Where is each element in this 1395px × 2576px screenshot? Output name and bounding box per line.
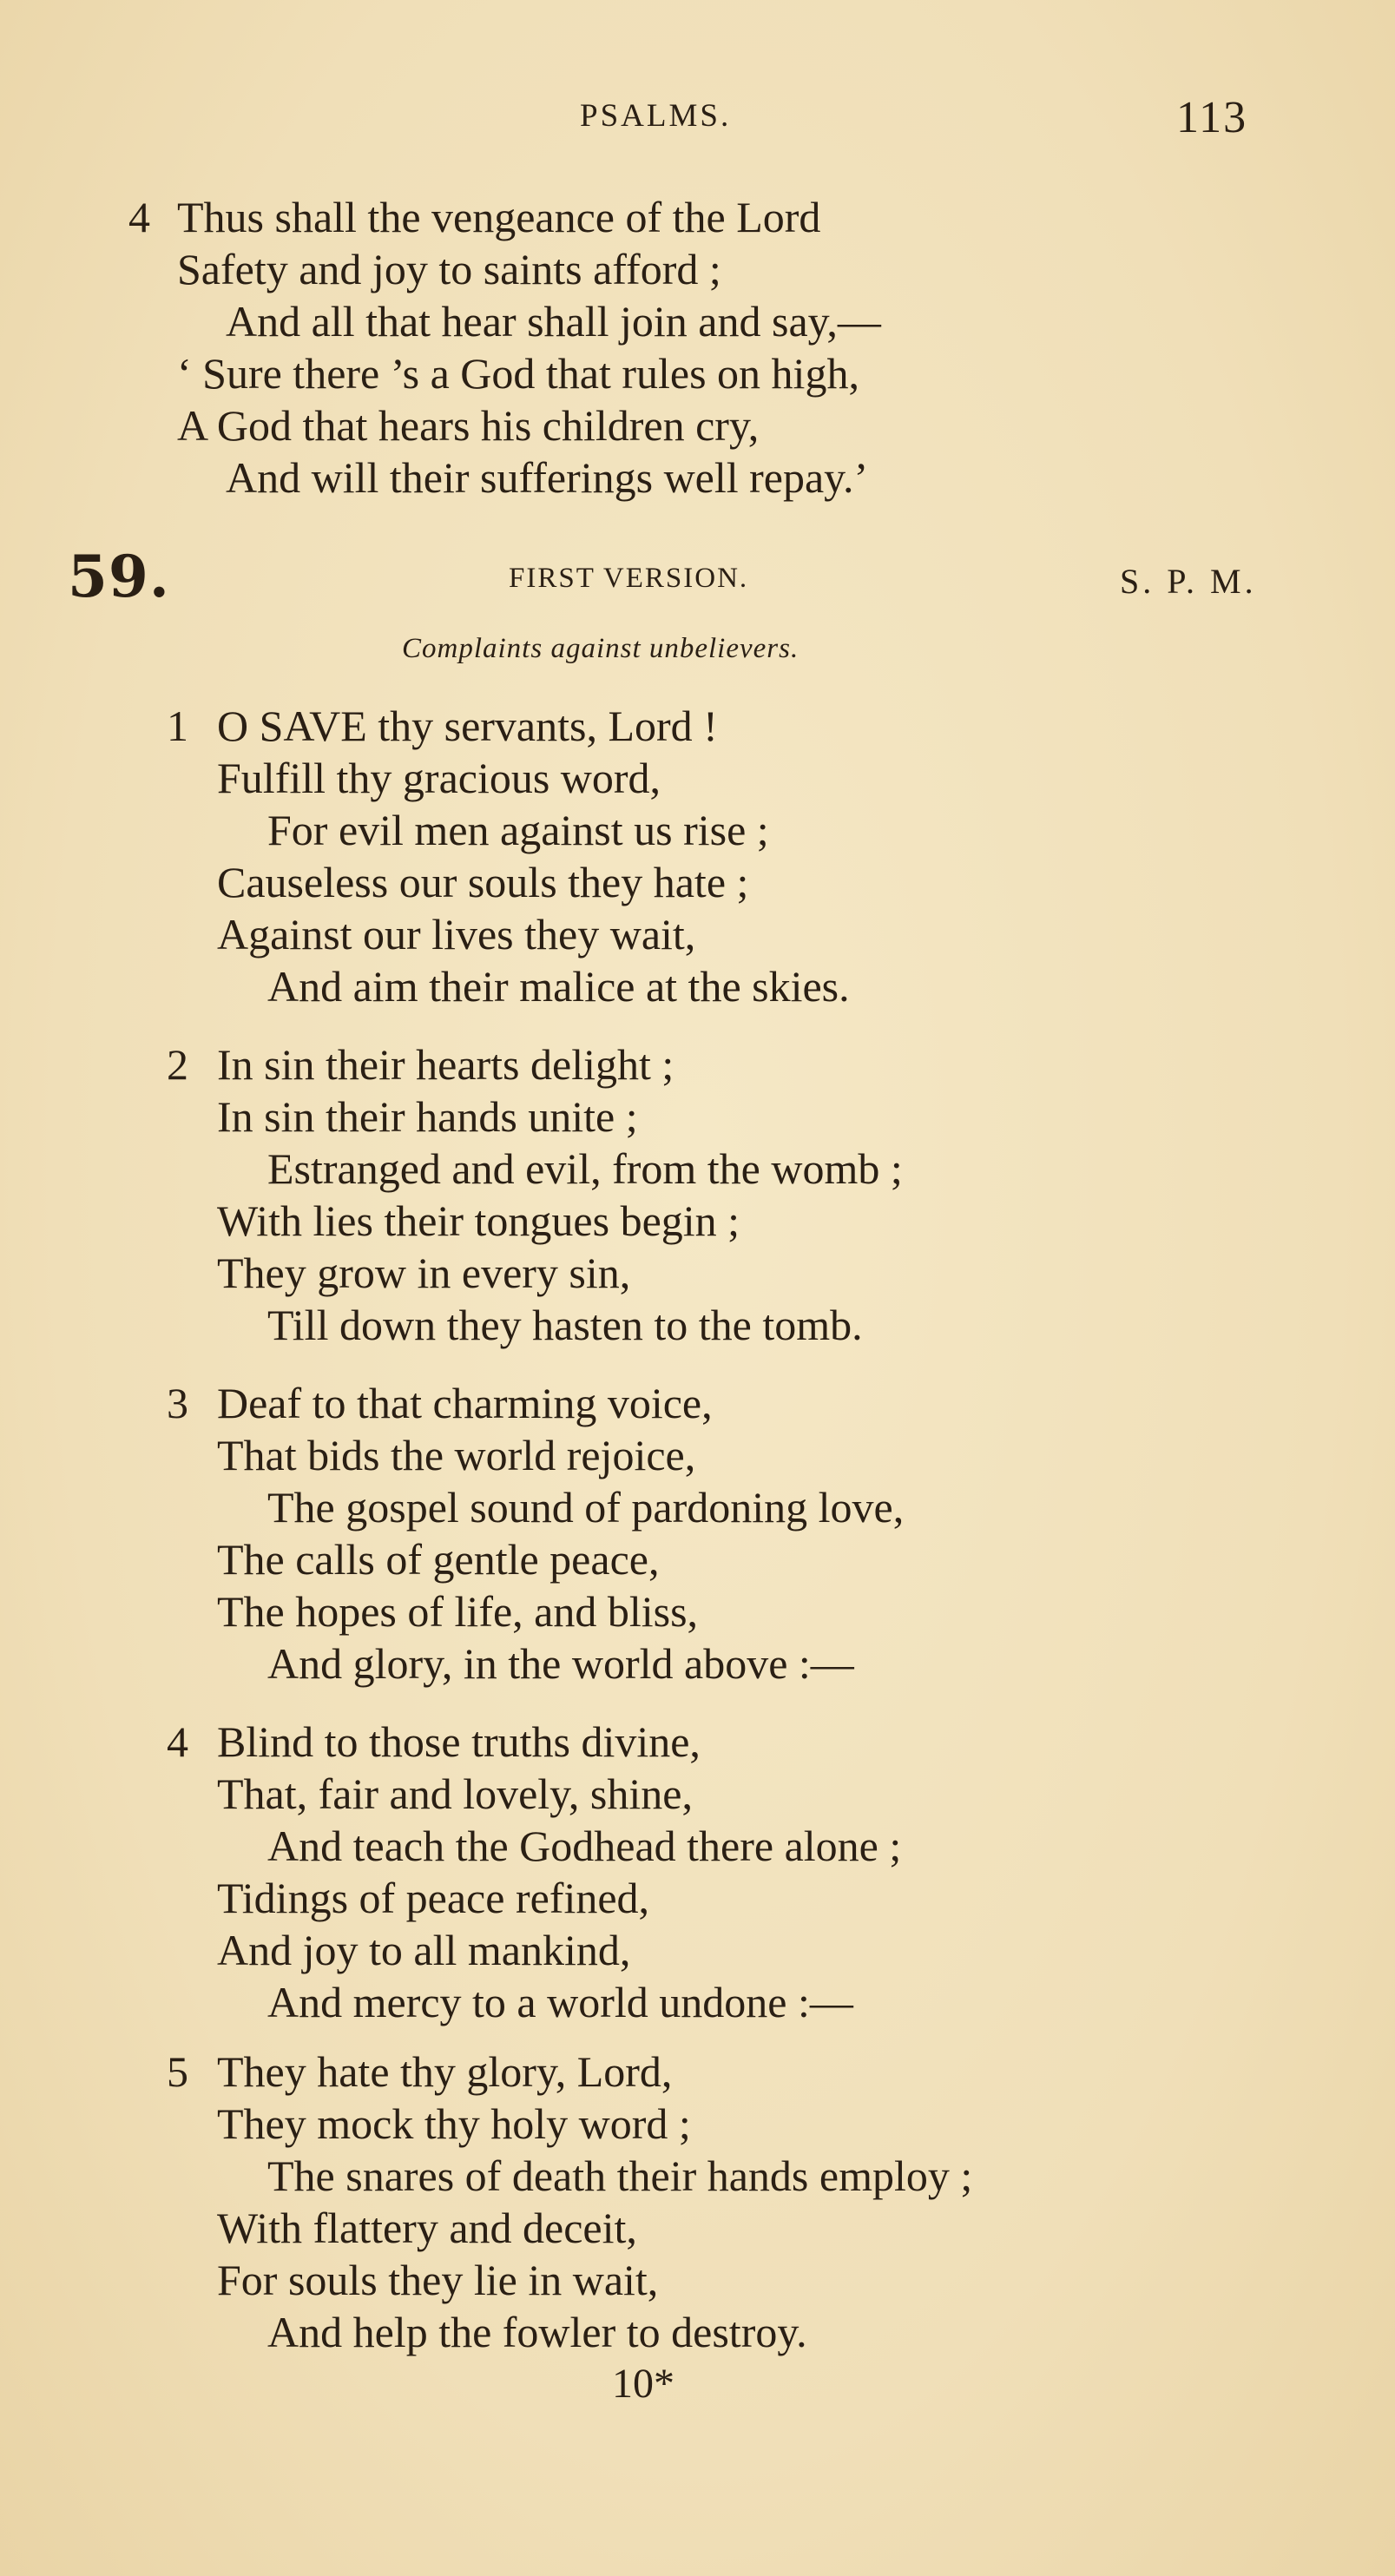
verse-line: And will their sufferings well repay.’: [226, 453, 869, 502]
verse-line: And help the fowler to destroy.: [267, 2308, 807, 2356]
verse-line: And all that hear shall join and say,—: [226, 297, 881, 346]
verse-line: The snares of death their hands employ ;: [267, 2151, 973, 2200]
verse-line: Estranged and evil, from the womb ;: [267, 1144, 903, 1193]
page-number: 113: [1176, 93, 1248, 142]
verse-line: A God that hears his children cry,: [177, 401, 760, 450]
verse-line: Safety and joy to saints afford ;: [177, 245, 721, 293]
signature-mark: 10*: [612, 2361, 674, 2407]
verse-line: They grow in every sin,: [217, 1248, 631, 1297]
verse-line: Till down they hasten to the tomb.: [267, 1301, 863, 1349]
verse-line: In sin their hearts delight ;: [217, 1040, 674, 1089]
verse-line: In sin their hands unite ;: [217, 1092, 638, 1141]
stanza-number: 4: [128, 193, 150, 241]
verse-line: Thus shall the vengeance of the Lord: [177, 193, 821, 241]
verse-line: And joy to all mankind,: [217, 1926, 631, 1974]
stanza-number: 2: [167, 1040, 188, 1089]
stanza-number: 4: [167, 1717, 188, 1766]
verse-line: They hate thy glory, Lord,: [217, 2047, 673, 2096]
verse-line: The calls of gentle peace,: [217, 1535, 660, 1584]
psalm-subtitle: Complaints against unbelievers.: [402, 633, 799, 664]
verse-line: O SAVE thy servants, Lord !: [217, 702, 718, 750]
verse-line: Deaf to that charming voice,: [217, 1379, 713, 1427]
psalm-number: 59.: [68, 543, 170, 610]
verse-line: Against our lives they wait,: [217, 910, 696, 959]
verse-line: Blind to those truths divine,: [217, 1717, 701, 1766]
verse-line: And teach the Godhead there alone ;: [267, 1822, 902, 1870]
verse-line: They mock thy holy word ;: [217, 2099, 691, 2148]
verse-line: The hopes of life, and bliss,: [217, 1587, 699, 1636]
stanza-number: 3: [167, 1379, 188, 1427]
verse-line: For evil men against us rise ;: [267, 806, 769, 854]
page-header: [0, 93, 1395, 149]
stanza-number: 5: [167, 2047, 188, 2096]
verse-line: Fulfill thy gracious word,: [217, 754, 661, 802]
verse-line: For souls they lie in wait,: [217, 2256, 659, 2304]
verse-line: With flattery and deceit,: [217, 2204, 637, 2252]
verse-line: And mercy to a world undone :—: [267, 1978, 853, 2026]
verse-line: And aim their malice at the skies.: [267, 962, 850, 1011]
verse-line: That, fair and lovely, shine,: [217, 1769, 693, 1818]
verse-line: That bids the world rejoice,: [217, 1431, 696, 1479]
stanza-number: 1: [167, 702, 188, 750]
verse-line: And glory, in the world above :—: [267, 1639, 854, 1688]
verse-line: ‘ Sure there ’s a God that rules on high,: [177, 349, 859, 398]
verse-line: With lies their tongues begin ;: [217, 1196, 740, 1245]
meter-label: S. P. M.: [1120, 562, 1257, 601]
verse-line: Tidings of peace refined,: [217, 1874, 650, 1922]
verse-line: The gospel sound of pardoning love,: [267, 1483, 905, 1532]
verse-line: Causeless our souls they hate ;: [217, 858, 749, 906]
version-label: FIRST VERSION.: [509, 563, 749, 594]
running-head: PSALMS.: [580, 98, 732, 134]
